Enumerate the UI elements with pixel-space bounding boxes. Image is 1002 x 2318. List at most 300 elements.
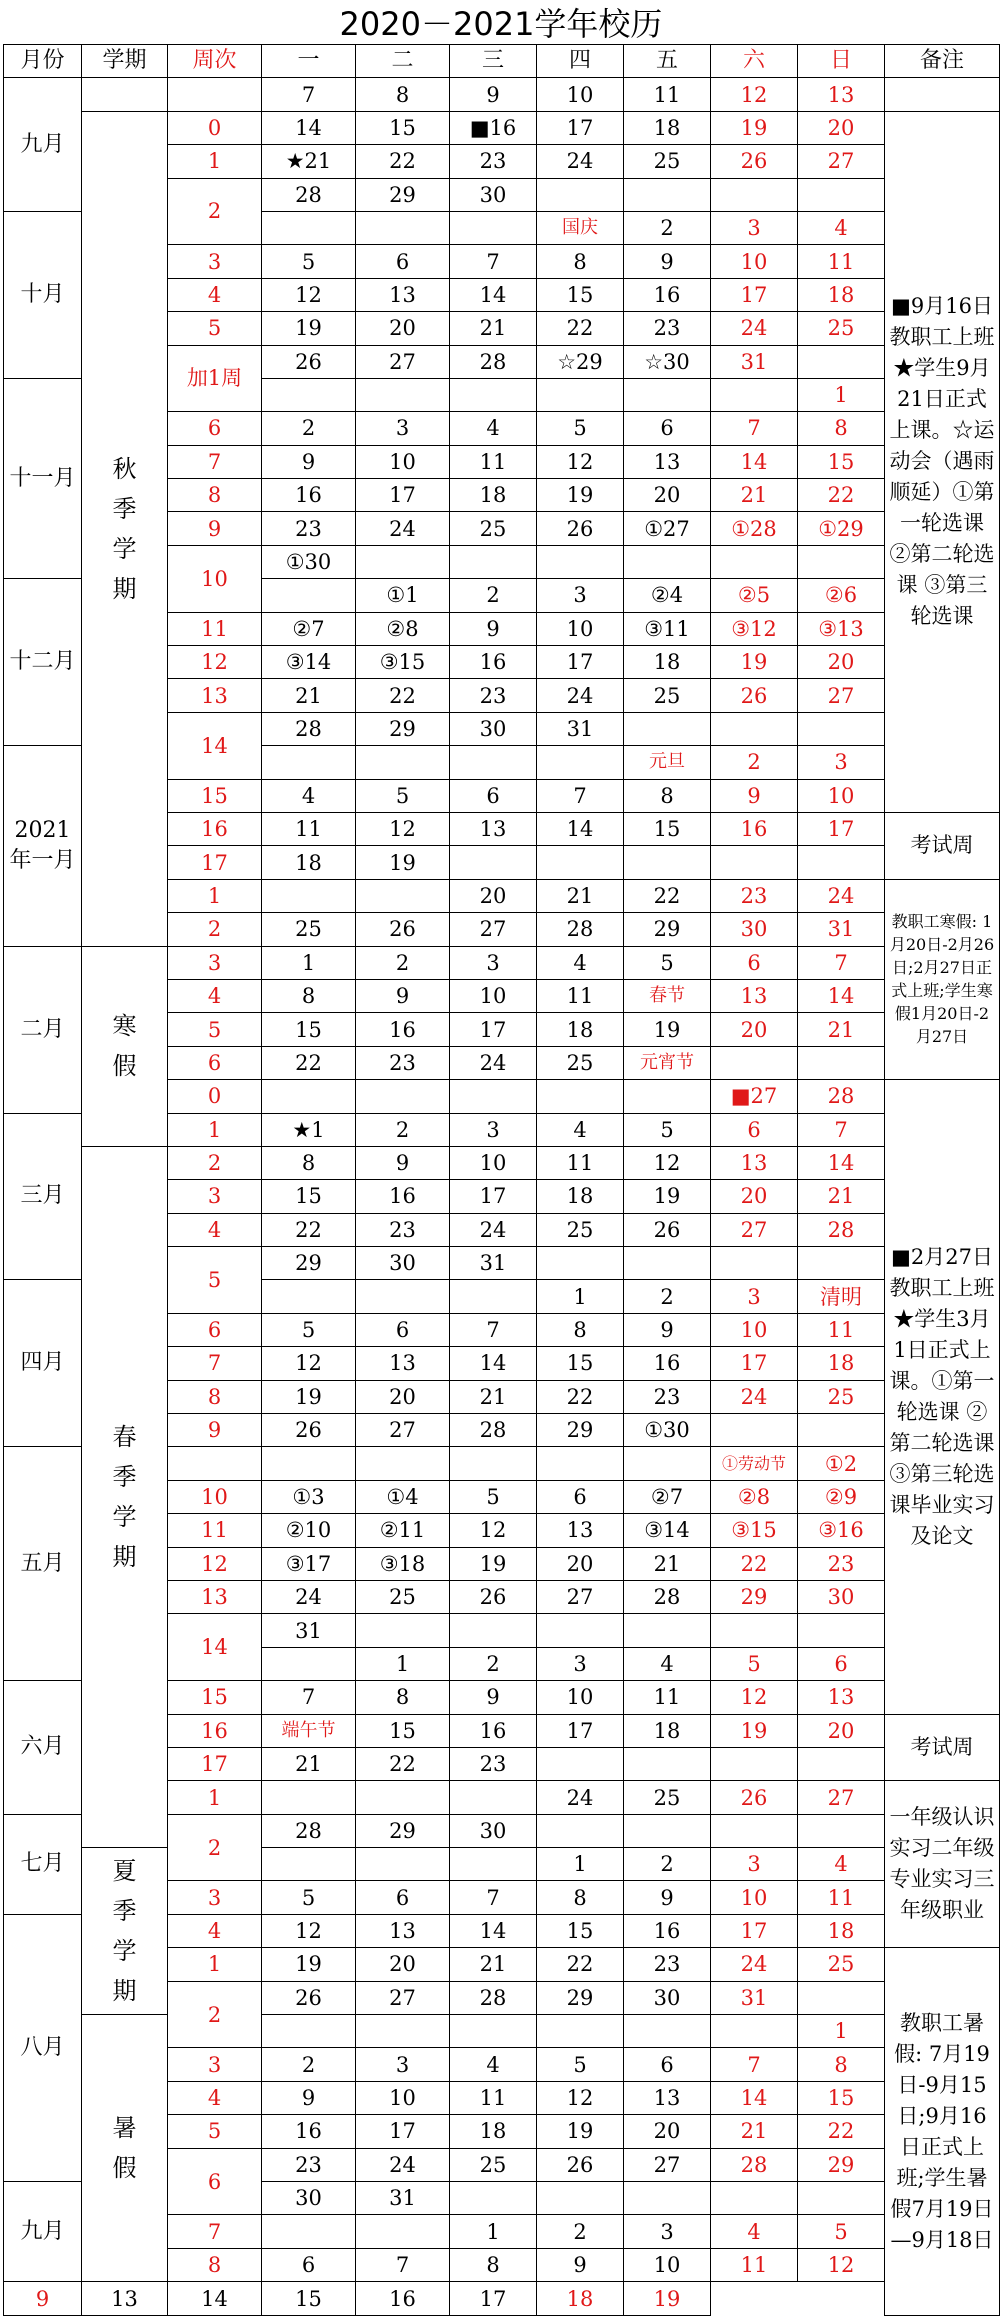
day-cell: 6 [798,1647,885,1680]
day-cell: 12 [356,812,450,845]
day-cell: 17 [356,2115,450,2148]
day-cell: 7 [450,245,537,278]
day-cell: 31 [711,345,798,378]
day-cell: 9 [356,979,450,1012]
day-cell: 端午节 [262,1714,356,1747]
day-cell: ②6 [798,579,885,612]
day-cell: 2 [356,1113,450,1146]
day-cell: ②11 [356,1514,450,1547]
day-cell: 17 [798,812,885,845]
day-cell: 29 [624,913,711,946]
day-cell: 14 [262,111,356,144]
day-cell: 18 [450,2115,537,2148]
day-cell: 26 [262,1414,356,1447]
week-number-cell: 1 [168,1948,262,1981]
calendar-title: 2020－2021学年校历 [339,5,663,43]
day-cell: 20 [356,312,450,345]
day-cell: 10 [537,78,624,111]
day-cell: 16 [356,1013,450,1046]
day-cell: 26 [624,1213,711,1246]
day-cell: 20 [356,1380,450,1413]
day-cell: 17 [537,111,624,144]
day-cell: 7 [798,946,885,979]
day-cell: 20 [624,2115,711,2148]
week-number-cell: 12 [168,1547,262,1580]
day-cell: 10 [450,979,537,1012]
week-number-cell: 1 [168,145,262,178]
week-number-cell [168,78,262,111]
day-cell: 6 [537,1480,624,1513]
day-cell [450,1447,537,1480]
day-cell: ③15 [711,1514,798,1547]
day-cell [798,1814,885,1847]
column-header: 学期 [82,45,168,78]
day-cell: 19 [711,1714,798,1747]
day-cell: 13 [537,1514,624,1547]
week-number-cell: 6 [168,412,262,445]
day-cell: 25 [798,312,885,345]
day-cell: 12 [262,278,356,311]
remark-cell [885,78,1000,111]
week-number-cell: 5 [168,312,262,345]
day-cell: 16 [624,278,711,311]
week-number-cell: 3 [168,1180,262,1213]
day-cell: 13 [356,1914,450,1947]
day-cell: 12 [798,2248,885,2281]
month-cell: 六月 [4,1681,82,1815]
day-cell: 21 [450,1380,537,1413]
week-number-cell: 5 [168,1247,262,1314]
day-cell: 24 [537,679,624,712]
day-cell: 15 [262,1013,356,1046]
remark-cell: ■2月27日教职工上班★学生3月1日正式上课。①第一轮选课 ②第二轮选课 ③第三轮选课毕业实习及论文 [885,1080,1000,1714]
day-cell: 11 [624,1681,711,1714]
day-cell: 22 [711,1547,798,1580]
column-header: 一 [262,45,356,78]
week-number-cell: 2 [168,1146,262,1179]
day-cell: 15 [798,2081,885,2114]
day-cell: 13 [624,2081,711,2114]
week-number-cell: 2 [168,1981,262,2048]
day-cell: 16 [624,1347,711,1380]
day-cell [798,178,885,211]
week-number-cell: 4 [168,2081,262,2114]
column-header: 六 [711,45,798,78]
day-cell [711,1614,798,1647]
day-cell [711,2182,798,2215]
day-cell [624,545,711,578]
week-number-cell: 3 [168,245,262,278]
week-number-cell: 6 [168,1046,262,1079]
week-number-cell: 7 [168,2215,262,2248]
day-cell: 25 [624,1781,711,1814]
day-cell: 28 [450,1414,537,1447]
day-cell: 9 [262,445,356,478]
day-cell [624,712,711,745]
day-cell: 12 [262,1914,356,1947]
day-cell [711,1814,798,1847]
day-cell: 16 [262,479,356,512]
day-cell [798,712,885,745]
column-header: 备注 [885,45,1000,78]
day-cell [450,1280,537,1313]
day-cell: 9 [624,1881,711,1914]
day-cell: 15 [356,1714,450,1747]
day-cell: 22 [537,312,624,345]
week-number-cell: 2 [168,178,262,245]
day-cell: 11 [798,1313,885,1346]
day-cell [262,746,356,779]
day-cell: ③11 [624,612,711,645]
calendar-row [4,111,1000,144]
day-cell: 12 [450,1514,537,1547]
day-cell: 22 [356,145,450,178]
day-cell [537,746,624,779]
day-cell: 16 [624,1914,711,1947]
day-cell: 8 [262,1146,356,1179]
day-cell: ③12 [711,612,798,645]
week-number-cell: 1 [168,879,262,912]
day-cell: 24 [711,312,798,345]
day-cell: ★21 [262,145,356,178]
day-cell [798,1981,885,2014]
week-number-cell: 4 [168,278,262,311]
week-number-cell: 3 [168,2048,262,2081]
week-number-cell: 16 [168,812,262,845]
day-cell: 6 [356,1313,450,1346]
day-cell: 23 [624,1380,711,1413]
day-cell [711,1080,798,1113]
week-number-cell: 9 [4,2282,82,2316]
day-cell: 29 [537,1981,624,2014]
week-number-cell: 8 [168,1380,262,1413]
day-cell: 1 [262,946,356,979]
day-cell: 16 [262,2115,356,2148]
day-cell: 13 [450,812,537,845]
day-cell: 7 [262,78,356,111]
day-cell [262,1647,356,1680]
day-cell: 18 [798,1347,885,1380]
week-number-cell: 14 [168,1614,262,1681]
day-cell [537,846,624,879]
day-cell: 29 [798,2148,885,2181]
week-number-cell: 13 [168,679,262,712]
week-number-cell: 15 [168,779,262,812]
day-cell: 30 [450,1814,537,1847]
day-cell: ①2 [798,1447,885,1480]
day-cell [798,345,885,378]
day-cell: 15 [537,1347,624,1380]
day-cell: 30 [450,178,537,211]
day-cell: 春节 [624,979,711,1012]
week-number-cell: 9 [168,1414,262,1447]
day-cell: ①29 [798,512,885,545]
day-cell: 23 [262,2148,356,2181]
day-cell: 28 [537,913,624,946]
day-cell: 5 [537,412,624,445]
day-cell: 29 [711,1580,798,1613]
day-cell: 14 [450,278,537,311]
day-cell: 13 [82,2282,168,2316]
day-cell [711,1247,798,1280]
day-cell [624,1814,711,1847]
day-cell: 22 [262,1046,356,1079]
day-cell [798,2182,885,2215]
remark-cell: 考试周 [885,1714,1000,1781]
day-cell [356,879,450,912]
column-header: 三 [450,45,537,78]
day-cell: 2 [624,1848,711,1881]
day-cell: 21 [450,312,537,345]
week-number-cell: 11 [168,1514,262,1547]
day-cell: 7 [450,1881,537,1914]
day-cell: 11 [450,445,537,478]
day-cell: 13 [798,1681,885,1714]
column-header: 周次 [168,45,262,78]
day-cell: 30 [450,712,537,745]
day-cell: 5 [624,1113,711,1146]
day-cell: 21 [711,479,798,512]
day-cell: 9 [537,2248,624,2281]
week-number-cell: 12 [168,646,262,679]
remark-cell: ■9月16日教职工上班★学生9月21日正式上课。☆运动会（遇雨顺延）①第一轮选课 ②第二轮选课 ③第三轮选课 [885,111,1000,812]
week-number-cell: 0 [168,111,262,144]
day-cell: 6 [356,245,450,278]
day-cell: 24 [537,145,624,178]
column-header: 月份 [4,45,82,78]
day-cell: 21 [798,1013,885,1046]
day-cell [356,1781,450,1814]
day-cell: 19 [711,111,798,144]
week-number-cell: 1 [168,1781,262,1814]
day-cell: ①30 [262,545,356,578]
day-cell [624,846,711,879]
day-cell: 12 [624,1146,711,1179]
day-cell [450,545,537,578]
day-cell: 10 [711,245,798,278]
day-cell: 3 [450,946,537,979]
column-header: 日 [798,45,885,78]
day-cell: 22 [798,2115,885,2148]
day-cell [450,846,537,879]
day-cell: 20 [624,479,711,512]
day-cell: 11 [537,1146,624,1179]
day-cell: 25 [624,145,711,178]
day-cell: 15 [537,1914,624,1947]
day-cell: ☆29 [537,345,624,378]
day-cell: 13 [711,979,798,1012]
day-cell: 9 [624,1313,711,1346]
column-header: 四 [537,45,624,78]
day-cell: ③15 [356,646,450,679]
term-cell: 夏季学期 [82,1848,168,2015]
day-cell: 11 [262,812,356,845]
day-cell: 15 [798,445,885,478]
day-cell: 18 [798,278,885,311]
day-cell: ①3 [262,1480,356,1513]
day-cell: ■16 [450,111,537,144]
week-number-cell: 13 [168,1580,262,1613]
day-cell: 26 [450,1580,537,1613]
day-cell: 22 [537,1380,624,1413]
day-cell: 6 [356,1881,450,1914]
day-cell [798,545,885,578]
day-cell: 14 [798,1146,885,1179]
day-cell: 23 [624,312,711,345]
day-cell: 20 [356,1948,450,1981]
day-cell: 9 [356,1146,450,1179]
week-number-cell: 8 [168,479,262,512]
day-cell: 16 [711,812,798,845]
day-cell: 5 [262,1313,356,1346]
week-number-cell: 10 [168,545,262,612]
day-cell [537,178,624,211]
day-cell: ①1 [356,579,450,612]
day-cell: 13 [356,1347,450,1380]
day-cell: 7 [537,779,624,812]
week-number-cell: 10 [168,1480,262,1513]
day-cell [450,211,537,244]
week-number-cell: 3 [168,1881,262,1914]
day-cell [356,746,450,779]
day-cell: 5 [798,2215,885,2248]
day-cell: 17 [537,646,624,679]
day-cell: 30 [711,913,798,946]
day-cell: 20 [450,879,537,912]
day-cell: 3 [711,1280,798,1313]
day-cell [537,2015,624,2048]
day-cell: 3 [711,211,798,244]
day-cell: 11 [711,2248,798,2281]
day-cell: 28 [450,345,537,378]
day-cell: 21 [711,2115,798,2148]
day-cell: ★1 [262,1113,356,1146]
day-cell: ☆30 [624,345,711,378]
day-cell: 24 [798,879,885,912]
day-cell: 27 [356,1414,450,1447]
day-cell [537,1247,624,1280]
day-cell: 4 [450,2048,537,2081]
school-calendar-table [3,44,1000,2316]
day-cell: 22 [624,879,711,912]
day-cell: 24 [356,2148,450,2181]
day-cell: 17 [356,479,450,512]
day-cell: 1 [798,378,885,411]
day-cell: 7 [356,2248,450,2281]
day-cell: 28 [450,1981,537,2014]
day-cell: 27 [798,145,885,178]
day-cell: 4 [537,946,624,979]
day-cell: ③13 [798,612,885,645]
day-cell [450,1781,537,1814]
day-cell: 9 [624,245,711,278]
day-cell: 17 [711,278,798,311]
day-cell [798,1747,885,1780]
day-cell: 2 [450,579,537,612]
day-cell: 26 [262,345,356,378]
calendar-row [4,946,1000,979]
day-cell: 22 [262,1213,356,1246]
day-cell: ②4 [624,579,711,612]
day-cell [356,1848,450,1881]
day-cell: 23 [262,512,356,545]
week-number-cell [168,1447,262,1480]
week-number-cell: 1 [168,1113,262,1146]
calendar-row [4,2015,1000,2048]
calendar-row [4,1848,1000,1881]
day-cell: 22 [356,1747,450,1780]
day-cell: 3 [624,2215,711,2248]
day-cell: 14 [168,2282,262,2316]
day-cell [537,1447,624,1480]
day-cell: 8 [450,2248,537,2281]
day-cell [262,211,356,244]
day-cell: 13 [711,1146,798,1179]
day-cell: 24 [711,1380,798,1413]
day-cell: 20 [798,1714,885,1747]
header-row [4,45,1000,78]
day-cell: 13 [356,278,450,311]
day-cell: 28 [624,1580,711,1613]
term-cell: 春季学期 [82,1146,168,1847]
week-number-cell: 17 [168,1747,262,1780]
day-cell: 26 [262,1981,356,2014]
day-cell: 20 [798,646,885,679]
day-cell: ③14 [624,1514,711,1547]
day-cell: 5 [262,245,356,278]
day-cell: 16 [450,1714,537,1747]
column-header: 二 [356,45,450,78]
day-cell: ②10 [262,1514,356,1547]
day-cell: 25 [624,679,711,712]
day-cell: 29 [537,1414,624,1447]
day-cell: 15 [262,2282,356,2316]
day-cell [537,378,624,411]
day-cell [624,1447,711,1480]
day-cell [262,1781,356,1814]
day-cell [798,1046,885,1079]
week-number-cell: 5 [168,1013,262,1046]
month-cell: 二月 [4,946,82,1113]
month-cell: 2021年一月 [4,746,82,946]
week-number-cell: 8 [168,2248,262,2281]
week-number-cell: 17 [168,846,262,879]
day-cell [450,746,537,779]
day-cell: 21 [624,1547,711,1580]
day-cell: 3 [450,1113,537,1146]
day-cell: 22 [537,1948,624,1981]
day-cell: 31 [262,1614,356,1647]
day-cell [356,545,450,578]
day-cell: 30 [356,1247,450,1280]
day-cell: 17 [711,1914,798,1947]
day-cell: 2 [537,2215,624,2248]
day-cell: 10 [798,779,885,812]
day-cell: 16 [450,646,537,679]
day-cell [624,1747,711,1780]
day-cell: 2 [356,946,450,979]
week-number-cell: 2 [168,913,262,946]
day-cell: 27 [356,345,450,378]
week-number-cell: 3 [168,946,262,979]
day-cell: 25 [798,1380,885,1413]
day-cell: 14 [450,1914,537,1947]
day-cell: ①劳动节 [711,1447,798,1480]
day-cell: 22 [356,679,450,712]
day-cell: 29 [262,1247,356,1280]
day-cell: 19 [262,312,356,345]
day-cell: 10 [537,1681,624,1714]
